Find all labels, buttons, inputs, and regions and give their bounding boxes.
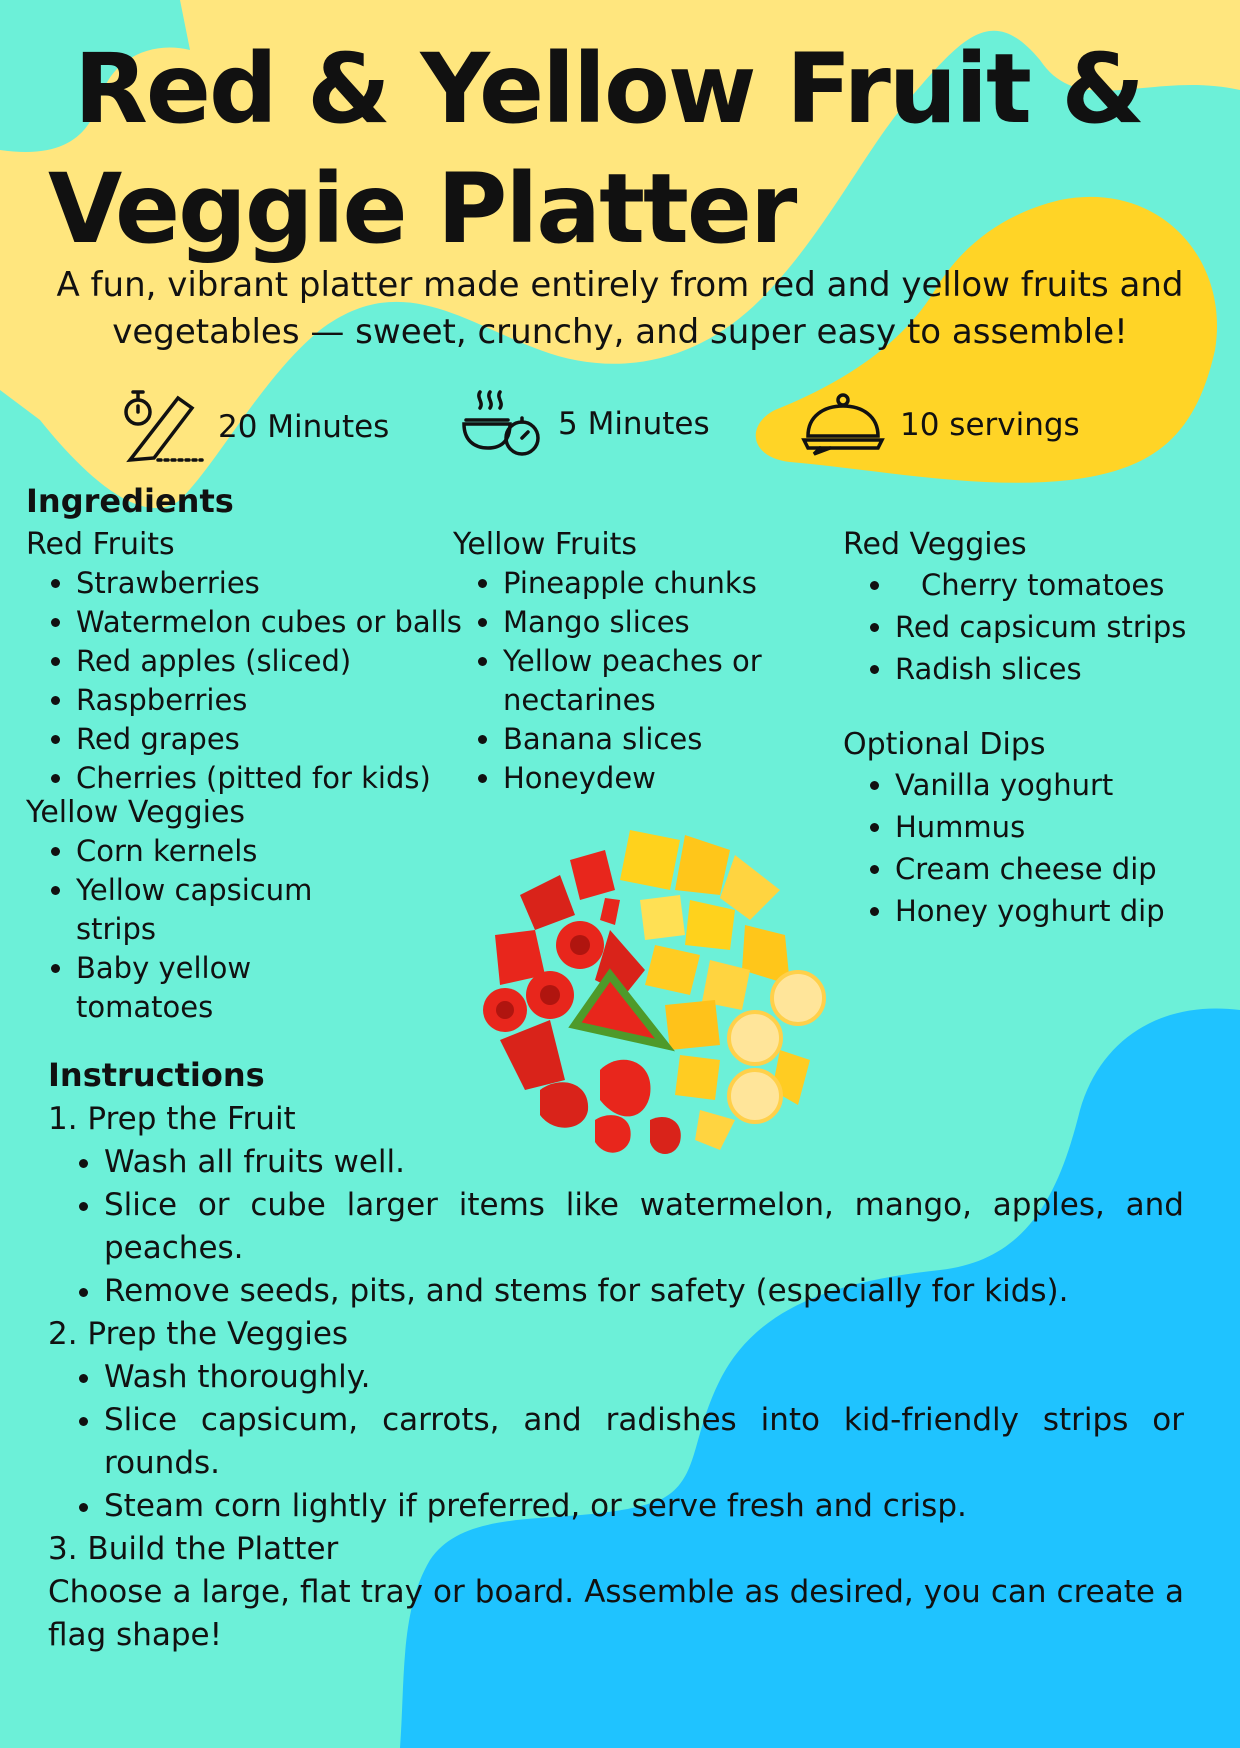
list-item: • Mango slices <box>503 603 793 642</box>
prep-time-text: 20 Minutes <box>218 409 390 445</box>
list-item: • Wash thoroughly. <box>104 1356 1184 1399</box>
servings-text: 10 servings <box>900 407 1080 443</box>
title-line-1: Red & Yellow Fruit & <box>74 33 1144 145</box>
list-item: • Red apples (sliced) <box>76 642 466 681</box>
list-item: • Hummus <box>895 806 1223 848</box>
step-2-title: 2. Prep the Veggies <box>48 1316 349 1352</box>
red-veggies-title: Red Veggies <box>843 527 1027 562</box>
list-item: • Wash all fruits well. <box>104 1141 1184 1184</box>
servings <box>800 392 1080 458</box>
list-item: • Banana slices <box>503 720 793 759</box>
knife-timer-icon <box>122 388 204 466</box>
list-item: • Honey yoghurt dip <box>895 890 1223 932</box>
list-item: • Cherries (pitted for kids) <box>76 759 466 798</box>
list-item: • Strawberries <box>76 564 466 603</box>
list-item: • Cream cheese dip <box>895 848 1223 890</box>
step-3-text: Choose a large, flat tray or board. Assemble as desired, you can create a flag shape! <box>48 1574 1184 1653</box>
list-item: • Red capsicum strips <box>895 606 1223 648</box>
optional-dips-group <box>843 726 1223 932</box>
step-3-title: 3. Build the Platter <box>48 1531 339 1567</box>
list-item: • Raspberries <box>76 681 466 720</box>
cook-time <box>460 388 710 460</box>
list-item: • Slice capsicum, carrots, and radishes into kid-friendly strips or rounds. <box>104 1399 1184 1485</box>
optional-dips-title: Optional Dips <box>843 727 1046 762</box>
list-item: • Vanilla yoghurt <box>895 764 1223 806</box>
red-veggies-group <box>843 526 1223 690</box>
list-item: • Slice or cube larger items like watermelon, mango, apples, and peaches. <box>104 1184 1184 1270</box>
cloche-icon <box>800 392 886 458</box>
yellow-veggies-title: Yellow Veggies <box>26 795 246 830</box>
yellow-fruits-group <box>453 526 793 798</box>
subtitle: A fun, vibrant platter made entirely from red and yellow fruits and vegetables — sweet, crunchy, and super easy to assemble! <box>56 265 1184 352</box>
yellow-veggies-group <box>26 794 386 1027</box>
list-item: • Pineapple chunks <box>503 564 793 603</box>
list-item: • Radish slices <box>895 648 1223 690</box>
instructions-heading: Instructions <box>48 1056 265 1094</box>
prep-time <box>122 388 389 466</box>
yellow-fruits-title: Yellow Fruits <box>453 527 638 562</box>
red-fruits-group <box>26 526 466 798</box>
red-fruits-title: Red Fruits <box>26 527 175 562</box>
list-item: • Watermelon cubes or balls <box>76 603 466 642</box>
title-line-2: Veggie Platter <box>48 153 796 265</box>
list-item: • Steam corn lightly if preferred, or serve fresh and crisp. <box>104 1485 1184 1528</box>
list-item: • Honeydew <box>503 759 793 798</box>
instructions-body <box>48 1098 1184 1657</box>
list-item: • Red grapes <box>76 720 466 759</box>
list-item: • Yellow peaches or nectarines <box>503 642 773 720</box>
list-item: • Cherry tomatoes <box>895 564 1223 606</box>
step-1-title: 1. Prep the Fruit <box>48 1101 296 1137</box>
cook-time-text: 5 Minutes <box>558 406 710 442</box>
list-item: • Remove seeds, pits, and stems for safety (especially for kids). <box>104 1270 1184 1313</box>
pan-timer-icon <box>460 388 544 460</box>
list-item: • Yellow capsicum strips <box>76 871 356 949</box>
list-item: • Corn kernels <box>76 832 386 871</box>
ingredients-heading: Ingredients <box>26 482 234 520</box>
list-item: • Baby yellow tomatoes <box>76 949 386 1027</box>
